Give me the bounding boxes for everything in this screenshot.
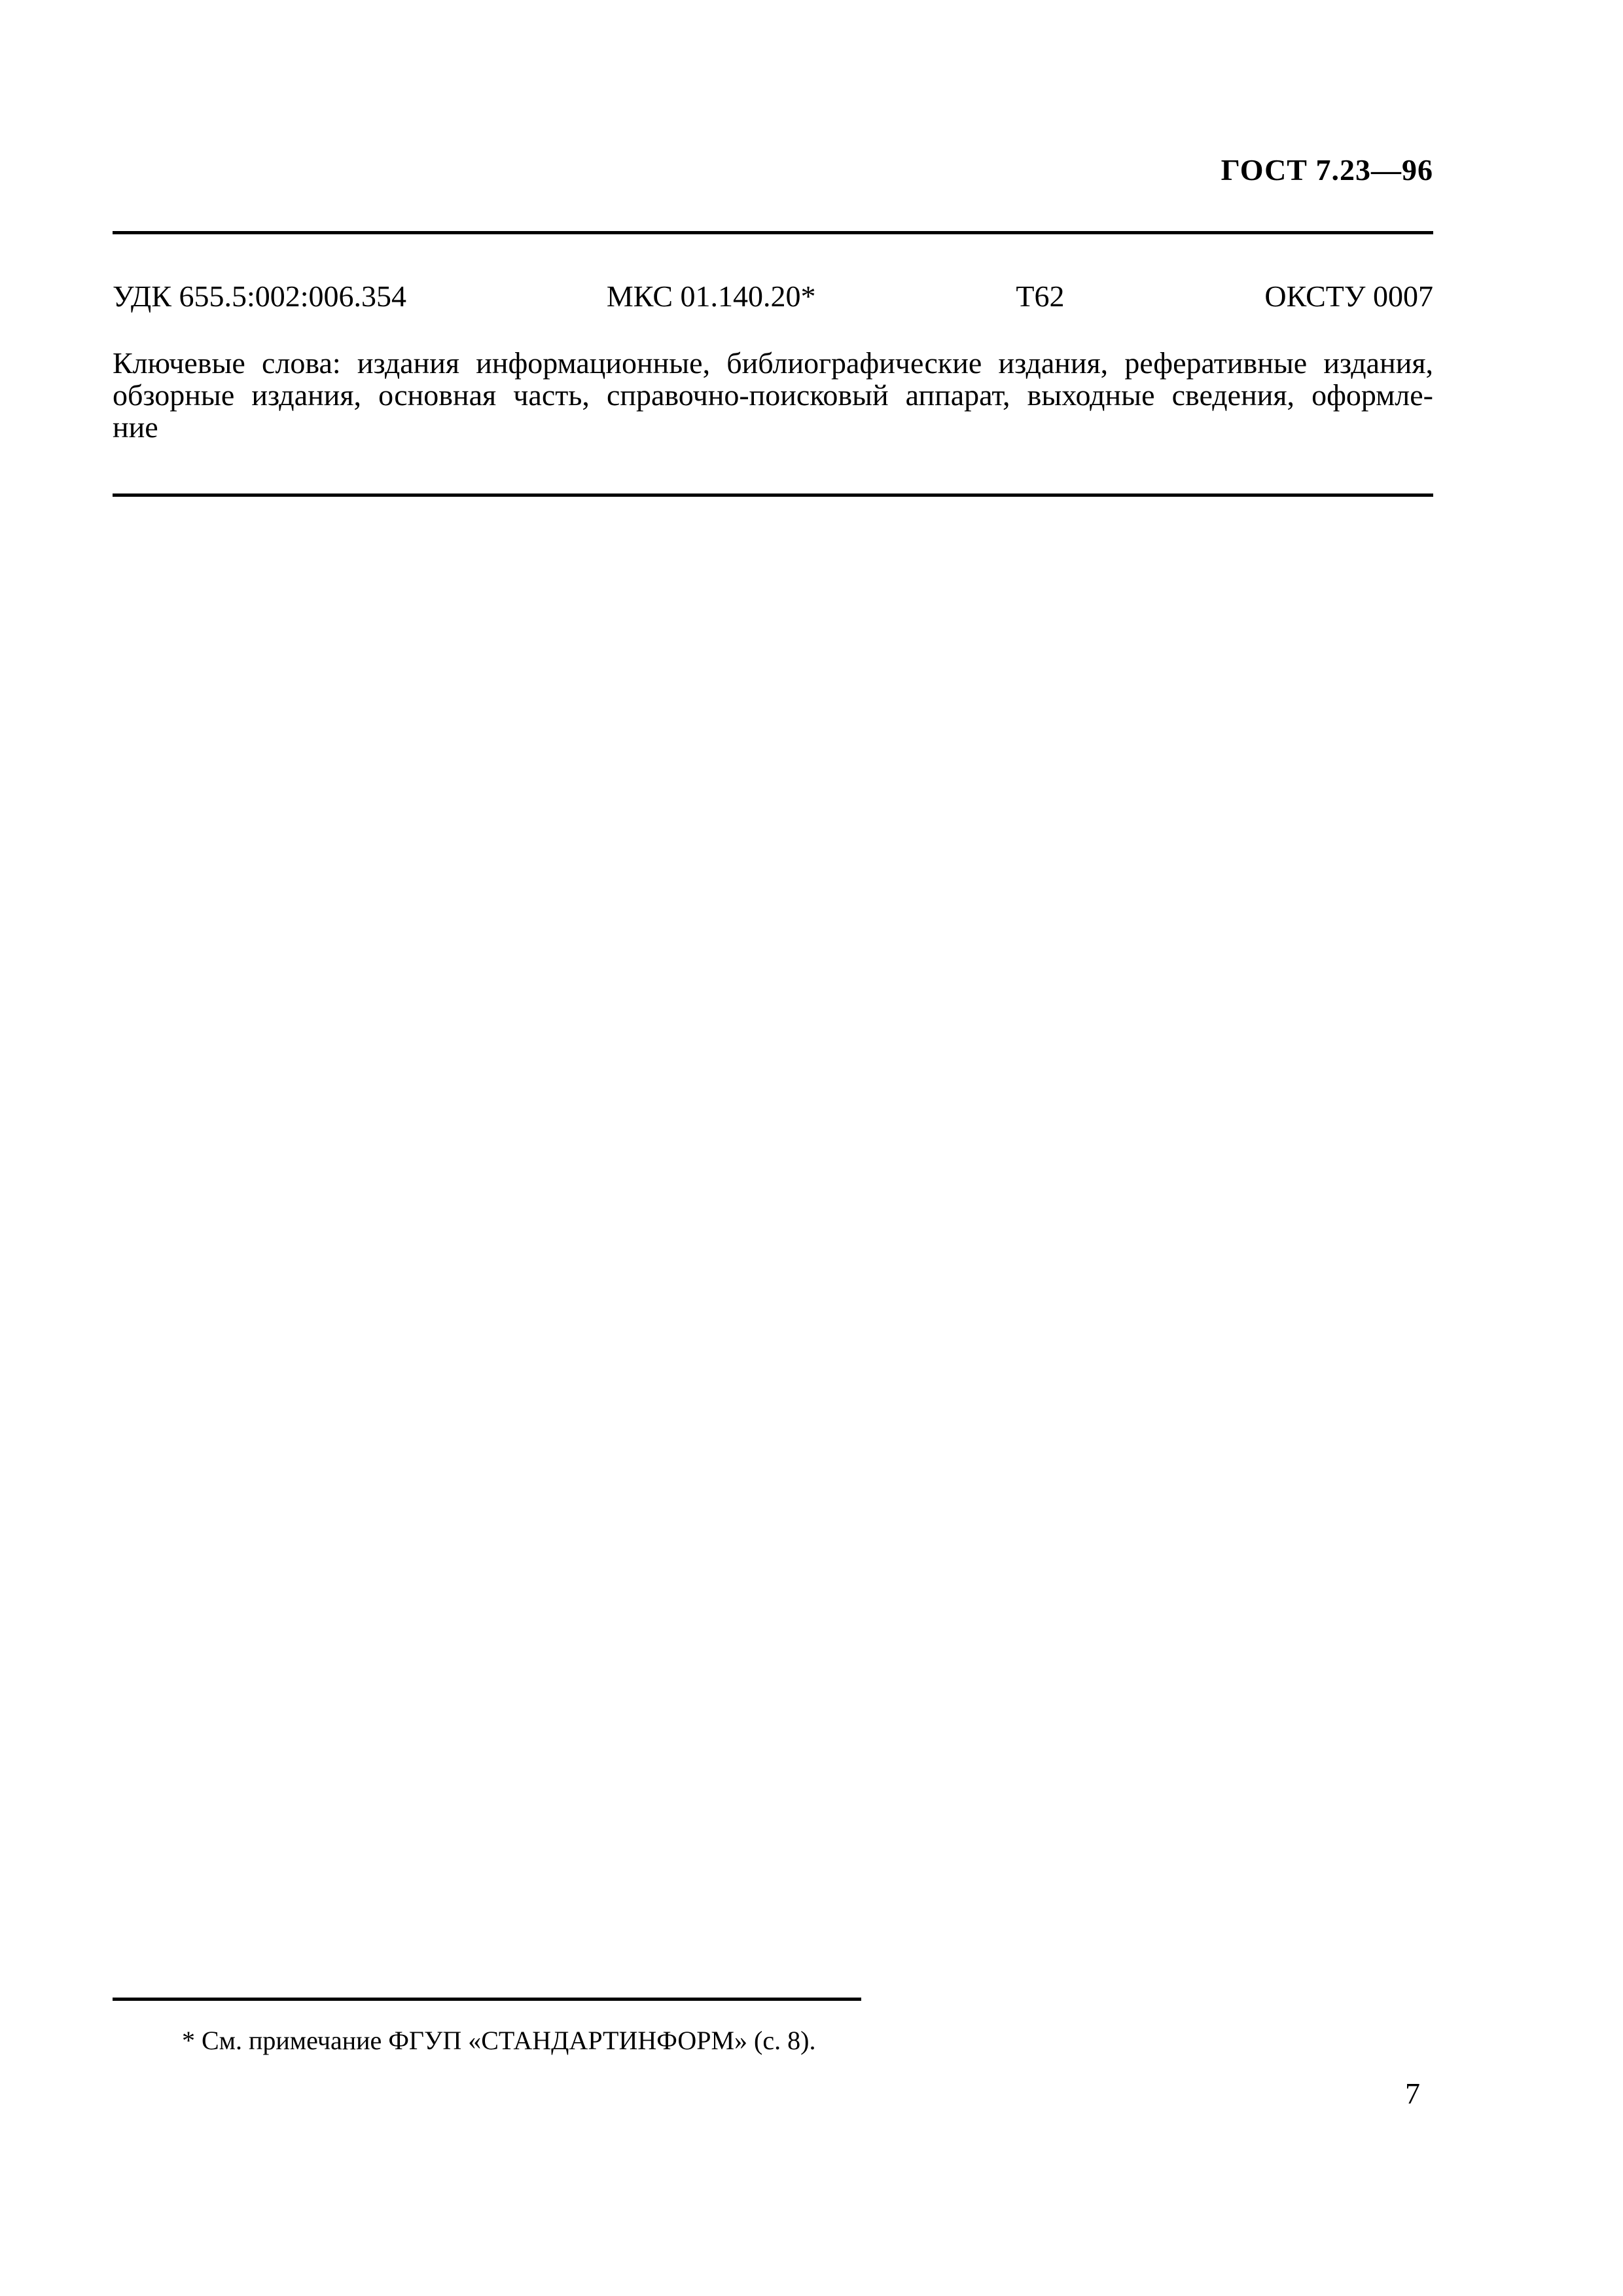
classification-codes-row: [113, 279, 1433, 314]
header-divider-line: [113, 231, 1433, 234]
standard-code-header: ГОСТ 7.23—96: [1221, 153, 1433, 187]
udk-code: УДК 655.5:002:006.354: [113, 279, 407, 313]
section-divider-line: [113, 493, 1433, 497]
keywords-line-3: ние: [113, 410, 158, 444]
mks-code: МКС 01.140.20*: [606, 279, 816, 313]
footnote-text: * См. примечание ФГУП «СТАНДАРТИНФОРМ» (с. 8).: [182, 2026, 816, 2055]
footnote-divider-line: [113, 1998, 861, 2001]
t-code: Т62: [1016, 279, 1065, 313]
okstu-code: ОКСТУ 0007: [1264, 279, 1433, 313]
keywords-line-2: обзорные издания, основная часть, справочно-поисковый аппарат, выходные сведения, оформле-: [113, 378, 1433, 412]
keywords-line-1: Ключевые слова: издания информационные, библиографические издания, реферативные издания,: [113, 346, 1433, 380]
page-number: 7: [1405, 2077, 1420, 2110]
keywords-paragraph: [113, 347, 1433, 443]
